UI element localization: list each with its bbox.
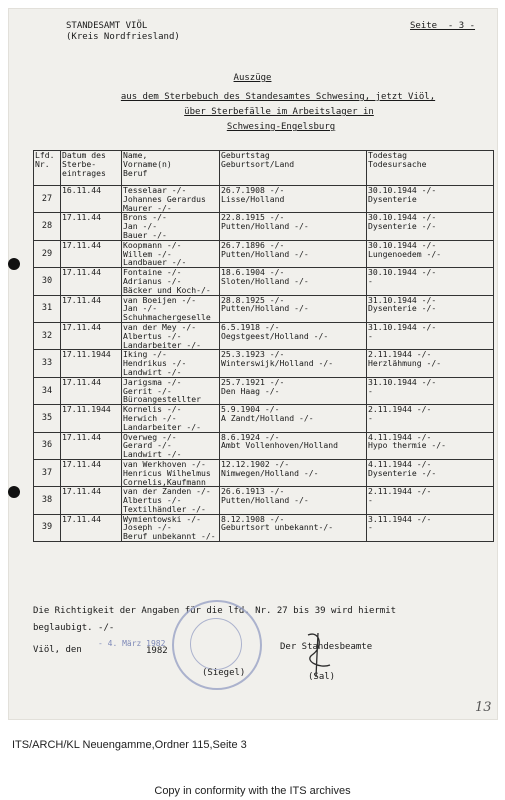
- birth-cell: 28.8.1925 -/- Putten/Holland -/-: [220, 295, 367, 322]
- certification-year: 1982: [146, 646, 168, 656]
- date-stamp: - 4. März 1982: [98, 639, 166, 648]
- row-number: 36: [34, 432, 61, 459]
- entry-date: 17.11.1944: [61, 405, 122, 432]
- birth-cell: 8.12.1908 -/- Geburtsort unbekannt-/-: [220, 514, 367, 541]
- punch-hole-top: [8, 258, 20, 270]
- row-number: 35: [34, 405, 61, 432]
- row-number: 29: [34, 240, 61, 267]
- signature-label: (Sal): [308, 672, 336, 682]
- table-row: [34, 405, 494, 432]
- row-number: 31: [34, 295, 61, 322]
- row-number: 38: [34, 487, 61, 514]
- table-row: [34, 350, 494, 377]
- entry-date: 17.11.44: [61, 213, 122, 240]
- death-cell: 31.10.1944 -/- -: [367, 322, 494, 349]
- header-birth: Geburtstag Geburtsort/Land: [220, 151, 367, 186]
- death-cell: 2.11.1944 -/- -: [367, 487, 494, 514]
- name-cell: Wymientowski -/- Joseph -/- Beruf unbekannt -/-: [122, 514, 220, 541]
- birth-cell: 25.3.1923 -/- Winterswijk/Holland -/-: [220, 350, 367, 377]
- name-cell: Kornelis -/- Herwich -/- Landarbeiter -/-: [122, 405, 220, 432]
- punch-hole-bottom: [8, 486, 20, 498]
- table-row: [34, 186, 494, 213]
- birth-cell: 6.5.1918 -/- Oegstgeest/Holland -/-: [220, 322, 367, 349]
- entry-date: 17.11.44: [61, 514, 122, 541]
- birth-cell: 26.6.1913 -/- Putten/Holland -/-: [220, 487, 367, 514]
- name-cell: Tesselaar -/- Johannes Gerardus Maurer -/-: [122, 186, 220, 213]
- entry-date: 17.11.44: [61, 322, 122, 349]
- birth-cell: 22.8.1915 -/- Putten/Holland -/-: [220, 213, 367, 240]
- table-row: [34, 268, 494, 295]
- header-death: Todestag Todesursache: [367, 151, 494, 186]
- name-cell: van Boeijen -/- Jan -/- Schuhmachergeselle: [122, 295, 220, 322]
- birth-cell: 12.12.1902 -/- Nimwegen/Holland -/-: [220, 459, 367, 486]
- table-row: [34, 295, 494, 322]
- entry-date: 16.11.44: [61, 186, 122, 213]
- registrar-signature: [290, 625, 350, 685]
- table-row: [34, 432, 494, 459]
- name-cell: van Werkhoven -/- Henricus Wilhelmus Cornelis,Kaufmann: [122, 459, 220, 486]
- title-line-2: aus dem Sterbebuch des Standesamtes Schwesing, jetzt Viöl,: [120, 92, 436, 102]
- death-cell: 30.10.1944 -/- Dysenterie -/-: [367, 213, 494, 240]
- name-cell: van der Zanden -/- Albertus -/- Textilhändler -/-: [122, 487, 220, 514]
- archive-reference: ITS/ARCH/KL Neuengamme,Ordner 115,Seite 3: [12, 739, 247, 751]
- table-row: [34, 459, 494, 486]
- header-name: Name, Vorname(n) Beruf: [122, 151, 220, 186]
- office-name: STANDESAMT VIÖL: [66, 21, 148, 31]
- name-cell: Brons -/- Jan -/- Bauer -/-: [122, 213, 220, 240]
- conformity-note: Copy in conformity with the ITS archives: [154, 785, 351, 797]
- death-cell: 31.10.1944 -/- Dysenterie -/-: [367, 295, 494, 322]
- birth-cell: 25.7.1921 -/- Den Haag -/-: [220, 377, 367, 404]
- name-cell: Koopmann -/- Willem -/- Landbauer -/-: [122, 240, 220, 267]
- death-cell: 30.10.1944 -/- Lungenoedem -/-: [367, 240, 494, 267]
- birth-cell: 26.7.1896 -/- Putten/Holland -/-: [220, 240, 367, 267]
- header-entry-date: Datum des Sterbe- eintrages: [61, 151, 122, 186]
- death-cell: 4.11.1944 -/- Dysenterie -/-: [367, 459, 494, 486]
- title-line-1: Auszüge: [233, 73, 272, 83]
- entry-date: 17.11.44: [61, 295, 122, 322]
- entry-date: 17.11.44: [61, 459, 122, 486]
- row-number: 32: [34, 322, 61, 349]
- death-cell: 2.11.1944 -/- Herzlähmung -/-: [367, 350, 494, 377]
- header-number: Lfd. Nr.: [34, 151, 61, 186]
- row-number: 28: [34, 213, 61, 240]
- row-number: 34: [34, 377, 61, 404]
- death-cell: 4.11.1944 -/- Hypo thermie -/-: [367, 432, 494, 459]
- table-row: [34, 377, 494, 404]
- registrar-title: Der Standesbeamte: [280, 642, 373, 652]
- table-header-row: [34, 151, 494, 186]
- death-cell: 2.11.1944 -/- -: [367, 405, 494, 432]
- table-row: [34, 240, 494, 267]
- certification-place-date: Viöl, den: [33, 645, 82, 655]
- seal-label: (Siegel): [202, 668, 246, 678]
- death-cell: 30.10.1944 -/- -: [367, 268, 494, 295]
- death-cell: 30.10.1944 -/- Dysenterie: [367, 186, 494, 213]
- entry-date: 17.11.44: [61, 432, 122, 459]
- entry-date: 17.11.44: [61, 377, 122, 404]
- certification-line-2: beglaubigt. -/-: [33, 623, 115, 633]
- table-row: [34, 487, 494, 514]
- title-line-3: über Sterbefälle im Arbeitslager in: [184, 107, 374, 117]
- office-district: (Kreis Nordfriesland): [66, 32, 180, 42]
- row-number: 27: [34, 186, 61, 213]
- entry-date: 17.11.44: [61, 268, 122, 295]
- birth-cell: 8.6.1924 -/- Ambt Vollenhoven/Holland: [220, 432, 367, 459]
- row-number: 37: [34, 459, 61, 486]
- certification-line-1: Die Richtigkeit der Angaben für die lfd. Nr. 27 bis 39 wird hiermit: [33, 606, 397, 616]
- table-row: [34, 322, 494, 349]
- name-cell: Iking -/- Hendrikus -/- Landwirt -/-: [122, 350, 220, 377]
- death-cell: 3.11.1944 -/- -: [367, 514, 494, 541]
- title-line-4: Schwesing-Engelsburg: [226, 122, 336, 132]
- death-register-table: [33, 150, 494, 542]
- name-cell: Fontaine -/- Adrianus -/- Bäcker und Koch-/-: [122, 268, 220, 295]
- table-row: [34, 514, 494, 541]
- table-row: [34, 213, 494, 240]
- row-number: 30: [34, 268, 61, 295]
- row-number: 39: [34, 514, 61, 541]
- birth-cell: 5.9.1904 -/- A Zandt/Holland -/-: [220, 405, 367, 432]
- name-cell: Jarigsma -/- Gerrit -/- Büroangestellter: [122, 377, 220, 404]
- birth-cell: 18.6.1904 -/- Sloten/Holland -/-: [220, 268, 367, 295]
- page-label: Seite - 3 -: [410, 21, 476, 31]
- name-cell: Overweg -/- Gerard -/- Landwirt -/-: [122, 432, 220, 459]
- name-cell: van der Mey -/- Albertus -/- Landarbeiter -/-: [122, 322, 220, 349]
- entry-date: 17.11.44: [61, 487, 122, 514]
- entry-date: 17.11.1944: [61, 350, 122, 377]
- birth-cell: 26.7.1908 -/- Lisse/Holland: [220, 186, 367, 213]
- entry-date: 17.11.44: [61, 240, 122, 267]
- row-number: 33: [34, 350, 61, 377]
- page-number-annotation: 13: [475, 700, 492, 715]
- death-cell: 31.10.1944 -/- -: [367, 377, 494, 404]
